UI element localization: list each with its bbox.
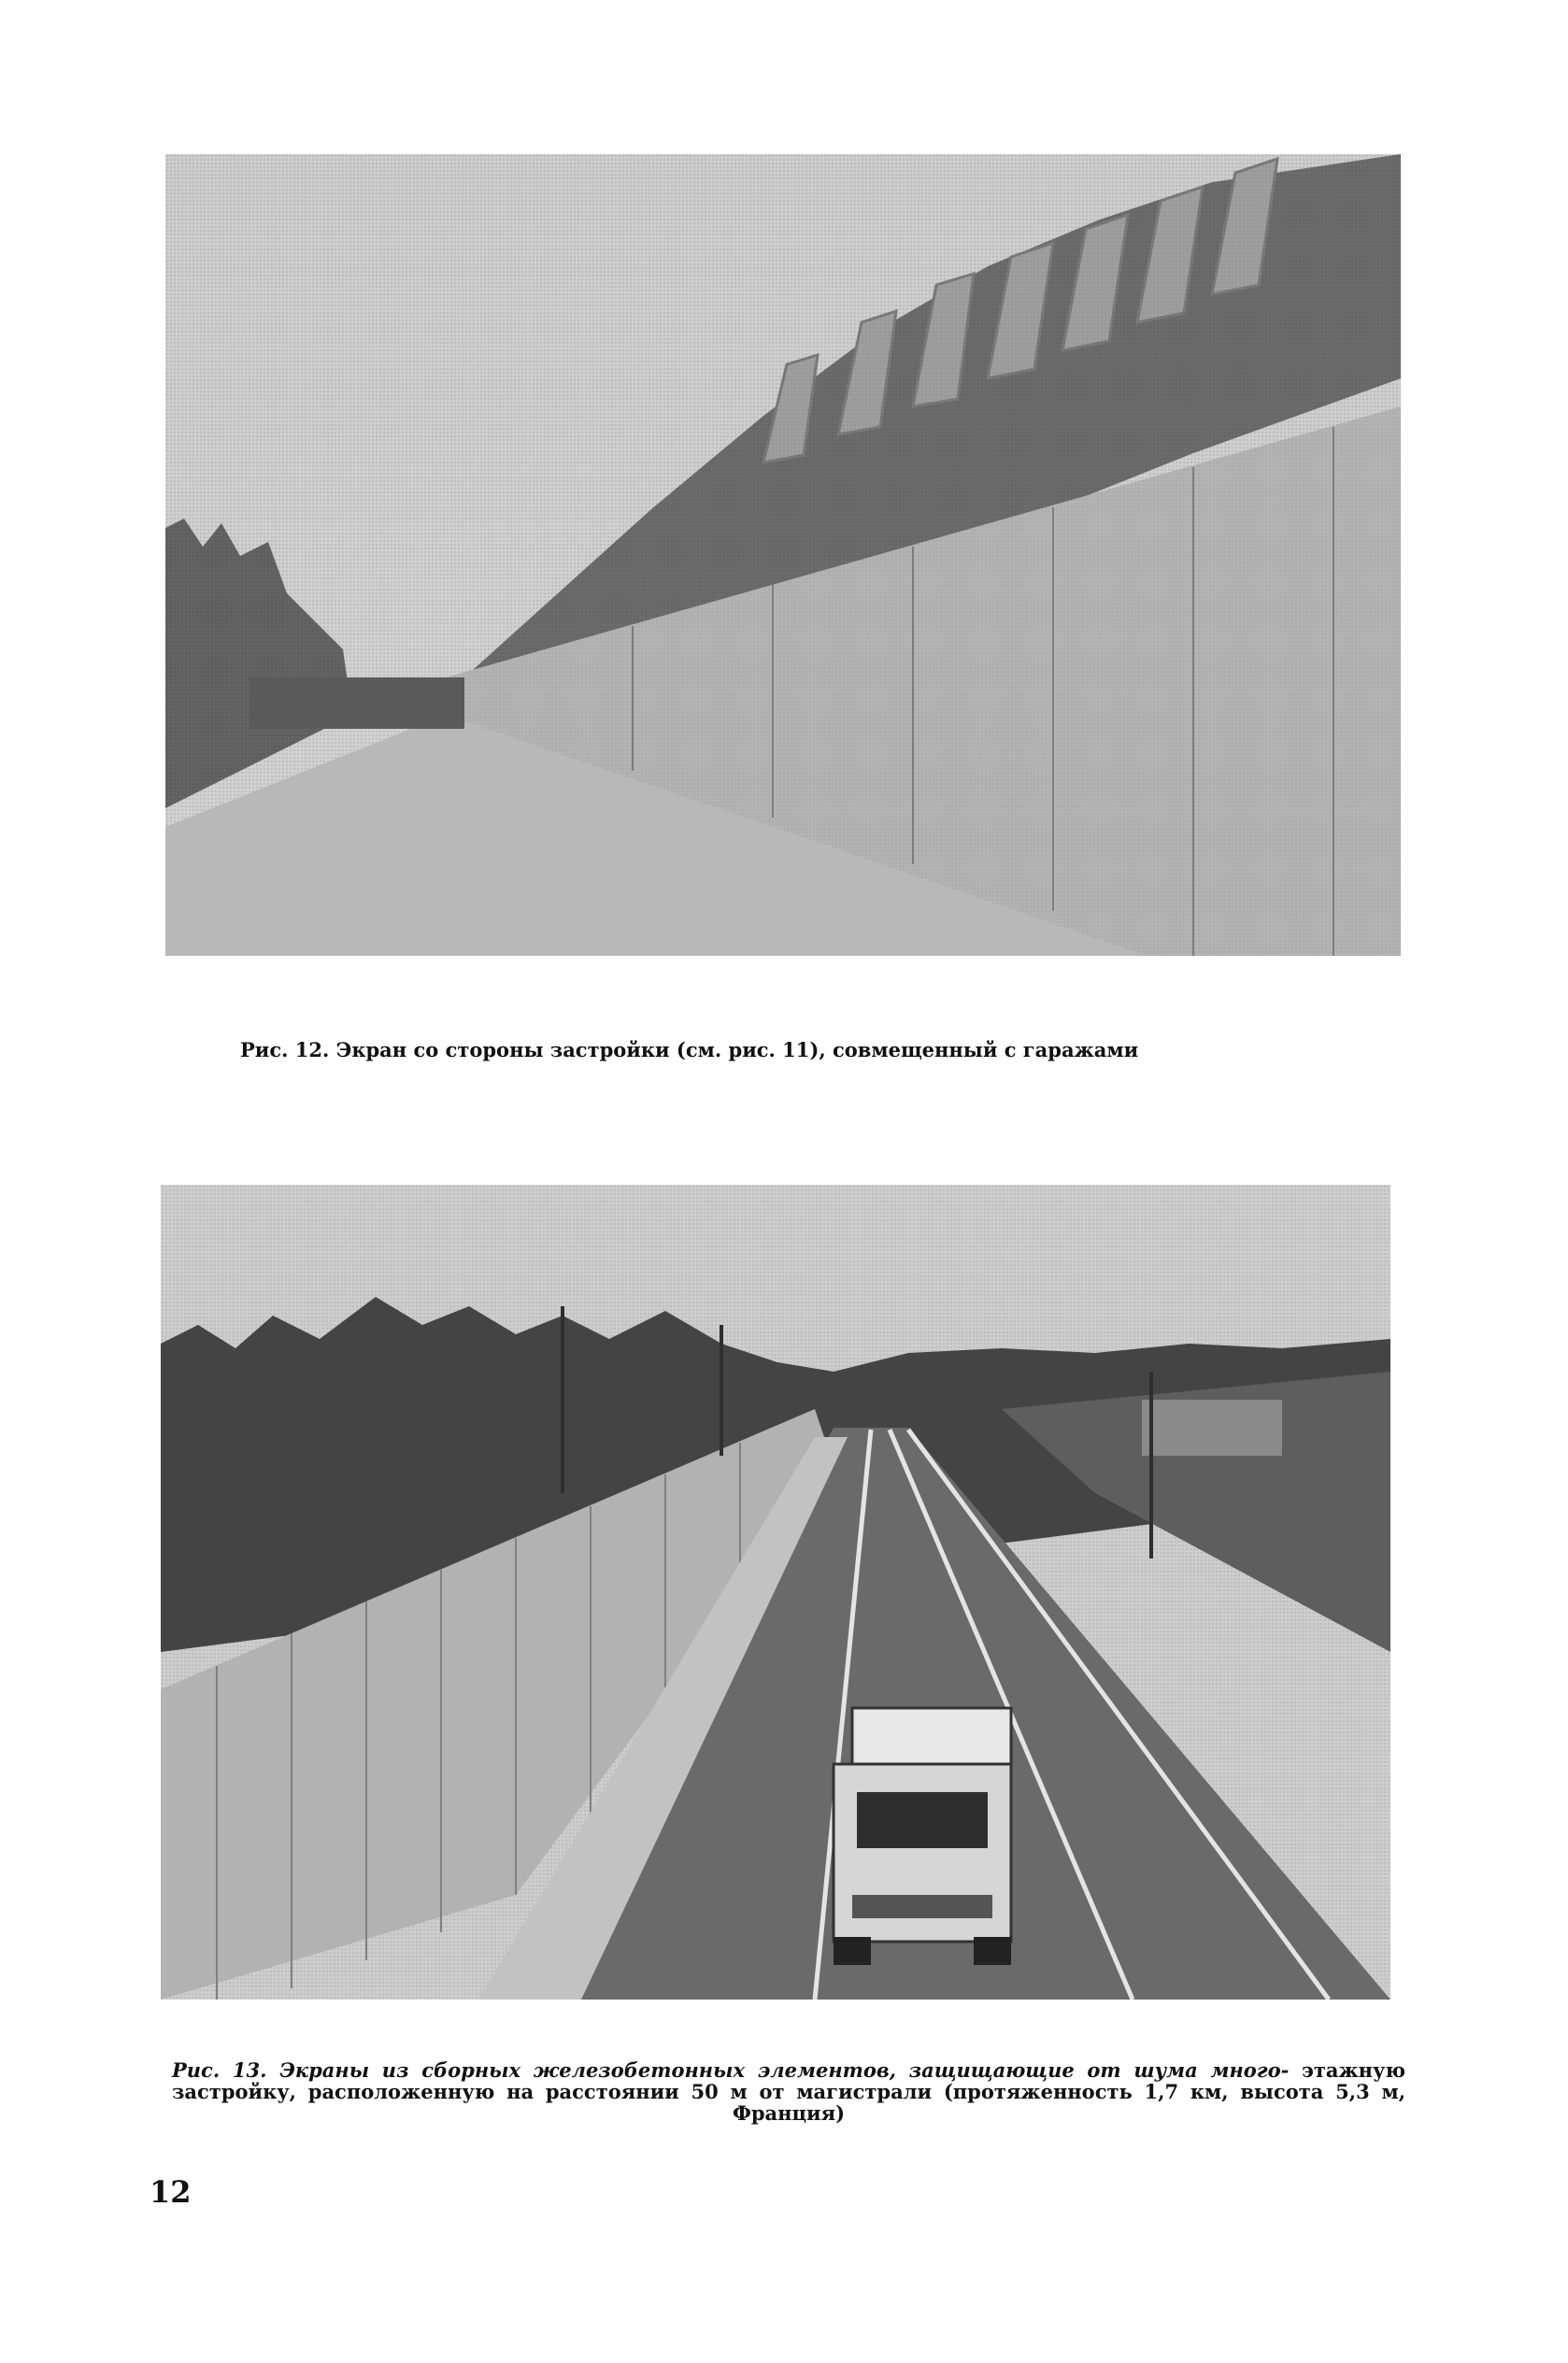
figure-12-label: Рис. 12. [240, 1038, 330, 1061]
figure-13-italic-text: Экраны из сборных железобетонных элементов, защищающие от шума много- [279, 2058, 1290, 2082]
figure-13-caption [172, 2059, 1405, 2124]
figure-12-text: Экран со стороны застройки (см. рис. 11), совмещенный с гаражами [335, 1038, 1139, 1061]
figure-12-caption [240, 1039, 1138, 1061]
figure-13-image [161, 1185, 1390, 2000]
page-number: 12 [150, 2174, 192, 2210]
figure-12-photo [165, 154, 1401, 956]
figure-13-label: Рис. 13. [172, 2058, 267, 2082]
figure-13-text-line3: 1,7 км, высота 5,3 м, Франция) [732, 2080, 1406, 2125]
figure-13-text-line2: этажную застройку, расположенную на расстоянии 50 м от магистрали (протяженность [172, 2058, 1406, 2103]
figure-12-image [165, 154, 1401, 956]
figure-13-photo [161, 1185, 1390, 2000]
